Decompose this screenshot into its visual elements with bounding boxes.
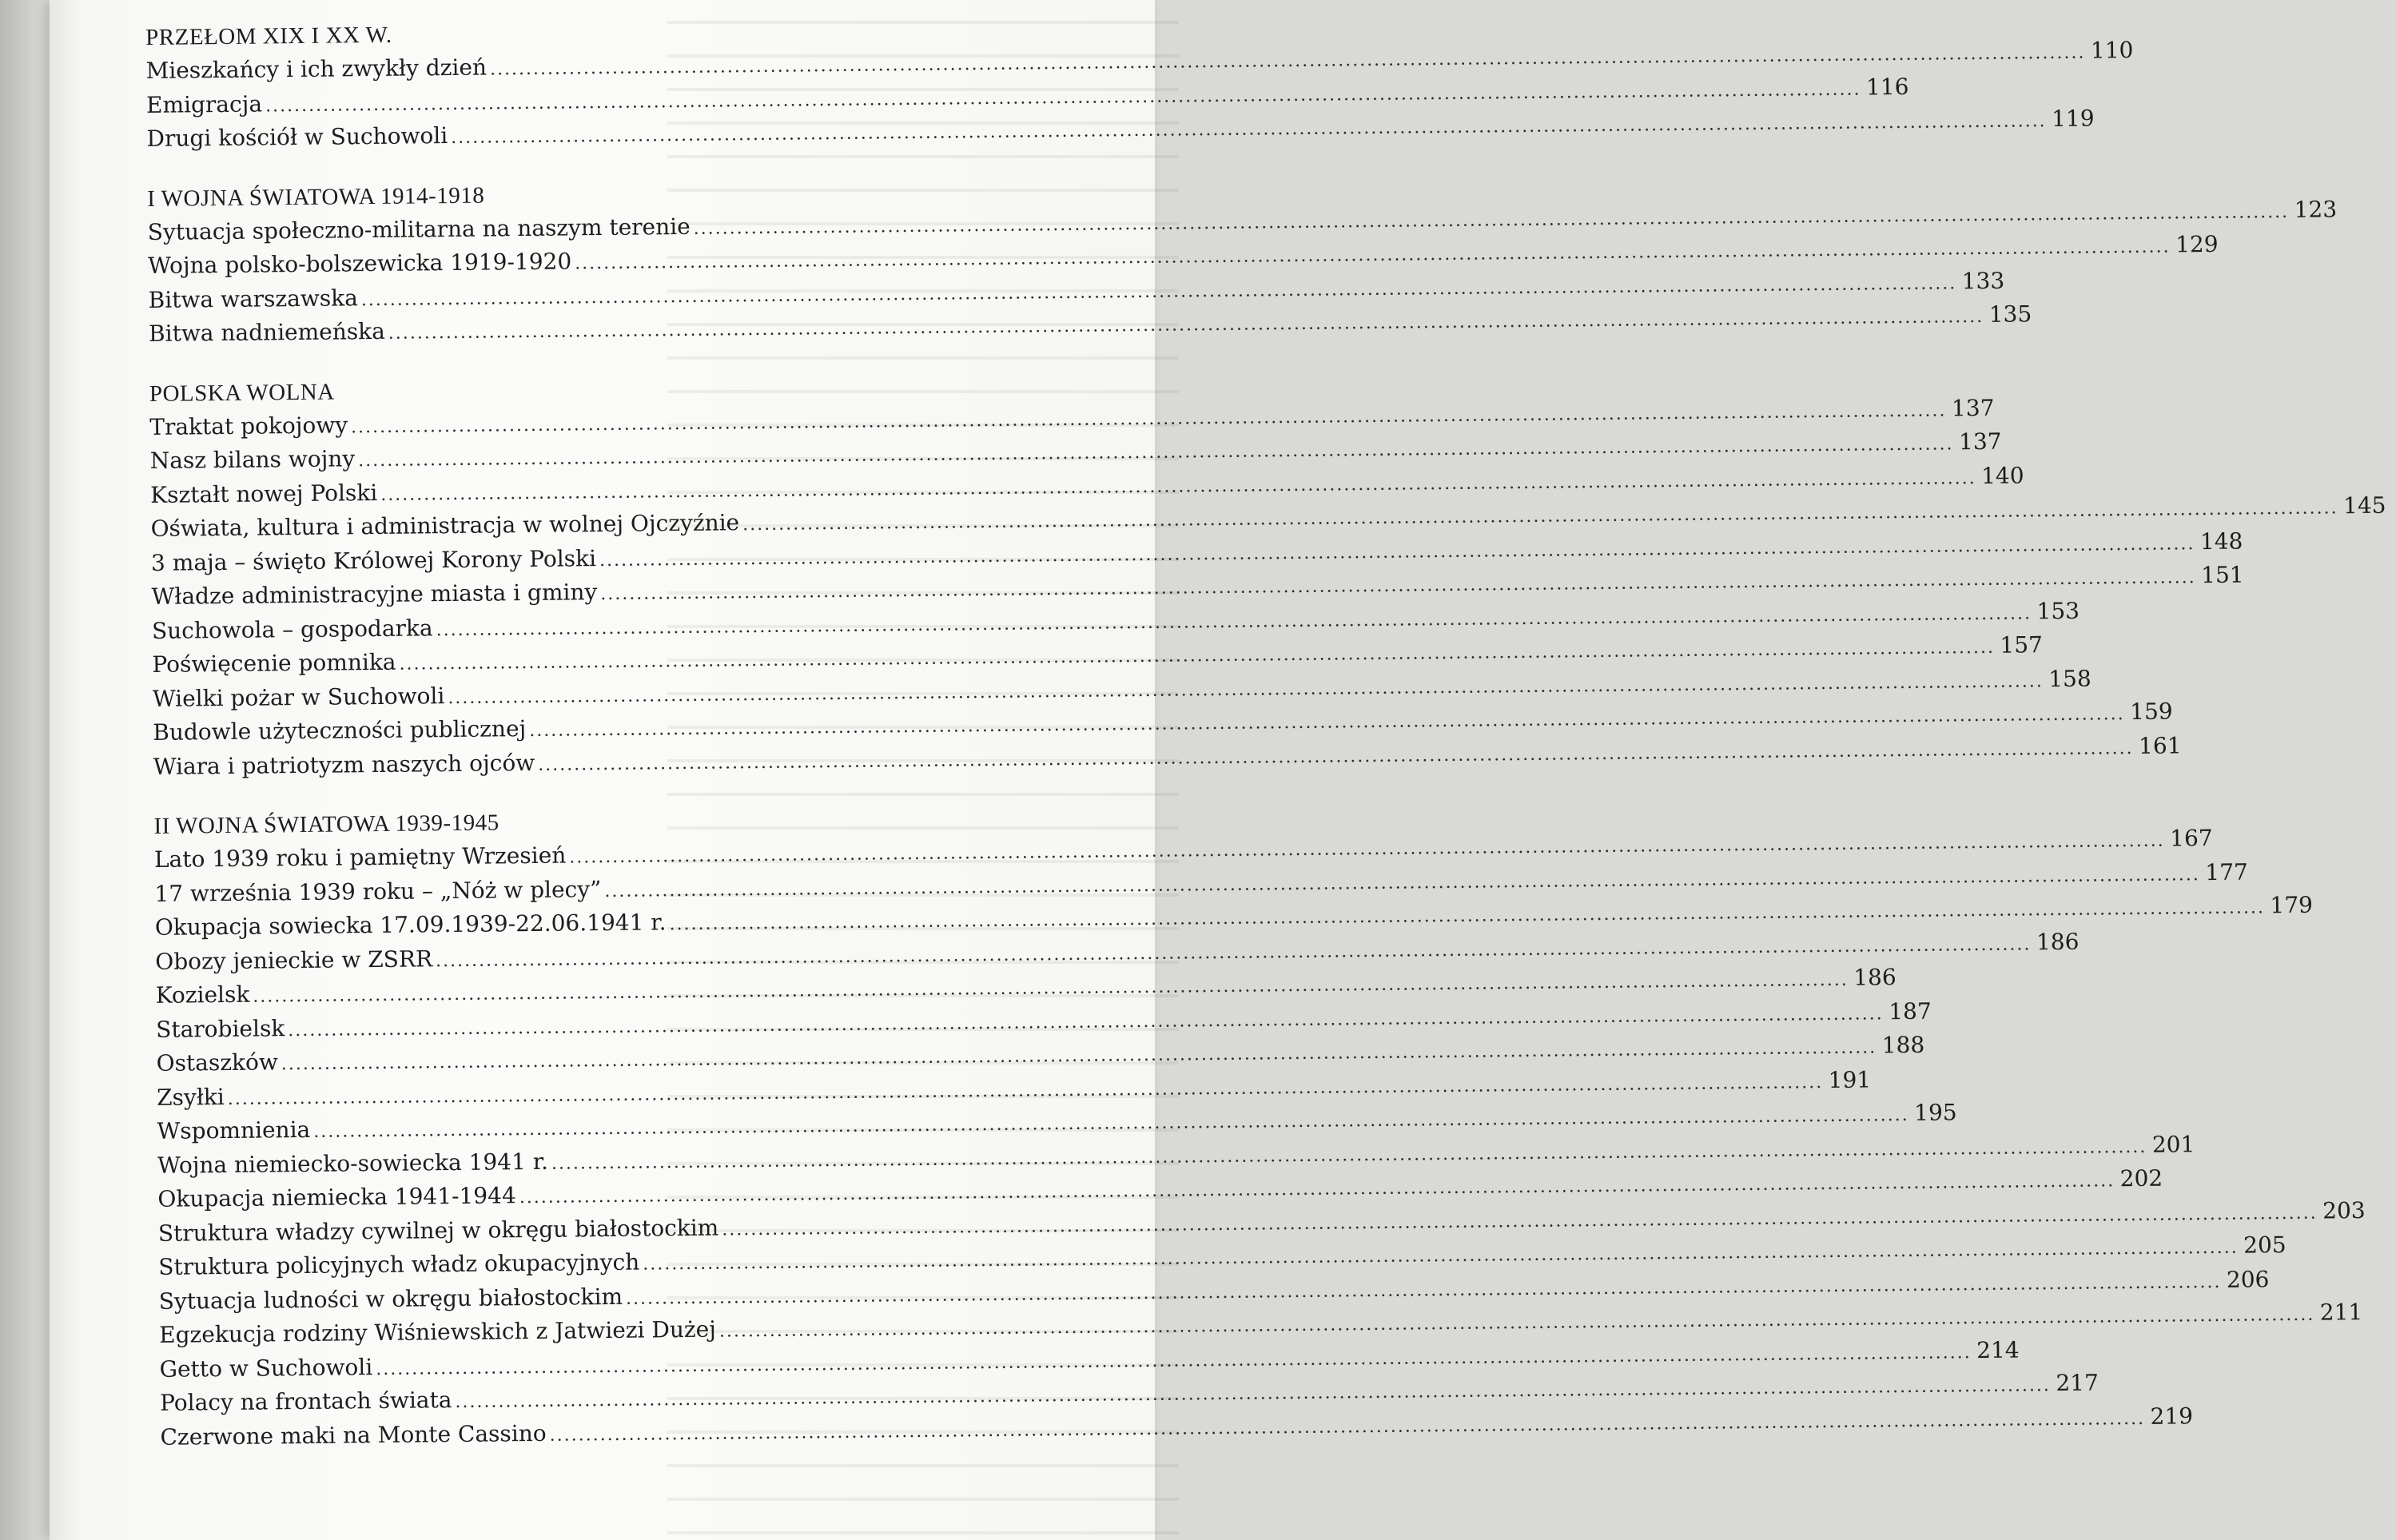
entry-title: Traktat pokojowy [149, 411, 348, 440]
entry-title: Lato 1939 roku i pamiętny Wrzesień [153, 842, 567, 873]
entry-page-number: 116 [1865, 73, 1909, 100]
entry-title: Emigracja [145, 90, 263, 118]
section-heading: PRZEŁOM XIX I XX W. [145, 22, 392, 50]
entry-title: Struktura władzy cywilnej w okręgu białostockim [157, 1214, 719, 1247]
entry-page-number: 133 [1961, 267, 2005, 294]
entry-page-number: 135 [1988, 300, 2032, 328]
entry-title: Wojna polsko-bolszewicka 1919-1920 [148, 248, 572, 279]
entry-title: Sytuacja społeczno-militarna na naszym terenie [147, 213, 691, 245]
entry-page-number: 186 [2036, 928, 2080, 955]
entry-page-number: 188 [1881, 1031, 1925, 1059]
entry-page-number: 167 [2170, 824, 2213, 852]
entry-page-number: 217 [2056, 1369, 2099, 1397]
entry-page-number: 137 [1951, 394, 1995, 421]
entry-page-number: 129 [2175, 230, 2219, 258]
entry-page-number: 151 [2200, 561, 2244, 589]
entry-title: Okupacja sowiecka 17.09.1939-22.06.1941 r. [154, 909, 667, 941]
toc-section [149, 368, 2386, 784]
entry-page-number: 137 [1958, 428, 2002, 456]
entry-title: 17 września 1939 roku – „Nóż w plecy” [154, 875, 602, 907]
section-heading: POLSKA WOLNA [149, 379, 335, 407]
entry-page-number: 179 [2270, 891, 2314, 919]
entry-title: Zsyłki [156, 1083, 225, 1111]
toc-section [153, 800, 2366, 1454]
entry-page-number: 158 [2048, 665, 2092, 692]
entry-page-number: 145 [2342, 491, 2386, 519]
entry-title: Okupacja niemiecka 1941-1944 [157, 1182, 516, 1212]
entry-page-number: 191 [1828, 1065, 1872, 1093]
entry-page-number: 119 [2051, 105, 2095, 133]
entry-title: Wojna niemiecko-sowiecka 1941 r. [157, 1148, 549, 1179]
entry-title: Ostaszków [156, 1049, 278, 1076]
entry-title: Drugi kościół w Suchowoli [146, 122, 448, 152]
entry-page-number: 202 [2119, 1164, 2163, 1192]
entry-title: Obozy jenieckie w ZSRR [155, 945, 433, 975]
entry-page-number: 110 [2090, 36, 2134, 64]
entry-title: Nasz bilans wojny [149, 445, 356, 474]
entry-page-number: 206 [2226, 1265, 2270, 1293]
entry-title: Bitwa nadniemeńska [148, 317, 385, 347]
toc-section [147, 173, 2338, 351]
entry-title: Getto w Suchowoli [159, 1353, 373, 1383]
entry-page-number: 211 [2319, 1299, 2363, 1326]
book-page [50, 0, 2386, 1540]
entry-page-number: 140 [1980, 461, 2024, 489]
entry-title: Kształt nowej Polski [150, 479, 378, 508]
table-of-contents [145, 12, 2386, 1482]
section-heading: II WOJNA ŚWIATOWA 1939-1945 [153, 810, 499, 839]
entry-page-number: 187 [1889, 997, 1932, 1025]
entry-title: Egzekucja rodziny Wiśniewskich z Jatwiezi Dużej [159, 1315, 717, 1348]
entry-page-number: 195 [1914, 1099, 1957, 1126]
entry-title: Budowle użyteczności publicznej [153, 715, 527, 746]
entry-title: Oświata, kultura i administracja w wolnej Ojczyźnie [150, 509, 740, 542]
entry-title: Wiara i patriotyzm naszych ojców [153, 749, 535, 780]
entry-title: Bitwa warszawska [148, 284, 358, 313]
entry-page-number: 205 [2243, 1232, 2287, 1259]
entry-page-number: 186 [1853, 964, 1897, 991]
entry-page-number: 123 [2294, 195, 2338, 223]
entry-title: Władze administracyjne miasta i gminy [151, 579, 598, 610]
entry-title: Czerwone maki na Monte Cassino [160, 1419, 547, 1450]
entry-title: Suchowola – gospodarka [151, 614, 433, 644]
entry-title: 3 maja – święto Królowej Korony Polski [150, 544, 597, 576]
entry-page-number: 177 [2205, 858, 2248, 885]
book-gutter [0, 0, 50, 1540]
entry-page-number: 157 [2000, 631, 2044, 659]
entry-page-number: 148 [2199, 527, 2243, 555]
entry-title: Mieszkańcy i ich zwykły dzień [145, 54, 488, 84]
entry-title: Starobielsk [156, 1014, 285, 1043]
entry-title: Wielki pożar w Suchowoli [152, 682, 445, 712]
section-heading: I WOJNA ŚWIATOWA 1914-1918 [147, 182, 485, 212]
entry-title: Struktura policyjnych władz okupacyjnych [158, 1248, 640, 1280]
entry-page-number: 161 [2138, 731, 2182, 759]
entry-title: Polacy na frontach świata [159, 1387, 452, 1416]
toc-section [145, 12, 2134, 157]
entry-title: Poświęcenie pomnika [152, 648, 396, 678]
entry-title: Wspomnienia [157, 1116, 311, 1144]
entry-page-number: 203 [2322, 1196, 2366, 1224]
entry-page-number: 214 [1976, 1336, 2020, 1363]
entry-page-number: 159 [2129, 698, 2173, 726]
entry-title: Kozielsk [155, 981, 250, 1009]
entry-page-number: 201 [2151, 1130, 2195, 1158]
entry-page-number: 219 [2150, 1402, 2194, 1430]
entry-title: Sytuacja ludności w okręgu białostockim [158, 1283, 623, 1315]
entry-page-number: 153 [2036, 597, 2080, 624]
